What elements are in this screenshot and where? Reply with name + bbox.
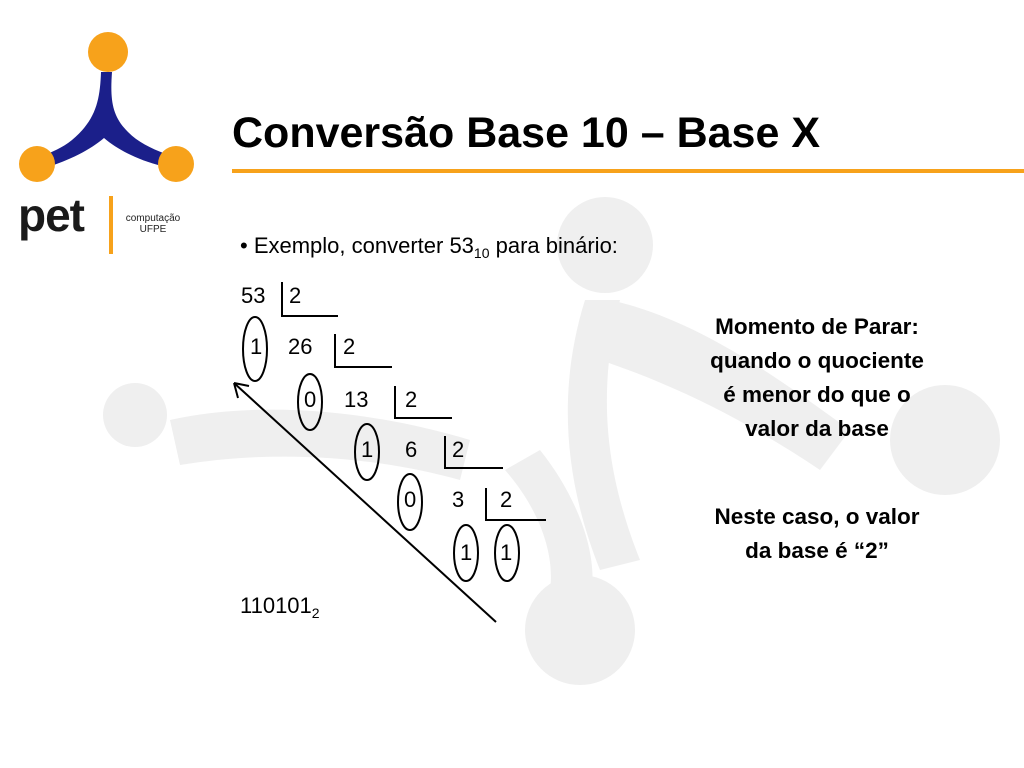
divisor-row4: 2	[452, 437, 465, 462]
dividend-53: 53	[241, 283, 266, 308]
pet-logo-icon	[0, 0, 200, 200]
logo-divider	[109, 196, 113, 254]
final-quotient: 1	[500, 540, 513, 565]
divisor-row5: 2	[500, 487, 513, 512]
remainder-row4: 1	[361, 437, 374, 462]
title-underline	[232, 169, 1024, 173]
divisor-row1: 2	[289, 283, 302, 308]
divisor-row3: 2	[405, 387, 418, 412]
binary-result	[240, 592, 320, 627]
logo-subtitle-line1: computação	[125, 213, 181, 224]
example-bullet	[240, 232, 618, 267]
logo-subtitle	[114, 213, 192, 235]
logo-subtitle-line2: UFPE	[139, 224, 167, 235]
bullet-prefix: • Exemplo, converter 53	[240, 233, 474, 258]
bullet-suffix: para binário:	[489, 233, 618, 258]
stop-rule-note: Momento de Parar: quando o quociente é menor do que o valor da base	[710, 314, 924, 441]
dividend-26: 26	[288, 334, 313, 359]
remainder-row2: 1	[250, 334, 263, 359]
base-value-note: Neste caso, o valor da base é “2”	[714, 504, 920, 563]
dividend-6: 6	[405, 437, 418, 462]
remainder-row5: 0	[404, 487, 417, 512]
bullet-subscript: 10	[473, 245, 490, 261]
page-title: Conversão Base 10 – Base X	[232, 109, 820, 157]
dividend-3: 3	[452, 487, 465, 512]
result-subscript: 2	[311, 605, 320, 621]
pet-logo-text: pet	[18, 189, 84, 241]
dividend-13: 13	[344, 387, 369, 412]
remainder-row6: 1	[460, 540, 473, 565]
divisor-row2: 2	[343, 334, 356, 359]
result-value: 110101	[240, 593, 312, 618]
remainder-row3: 0	[304, 387, 317, 412]
